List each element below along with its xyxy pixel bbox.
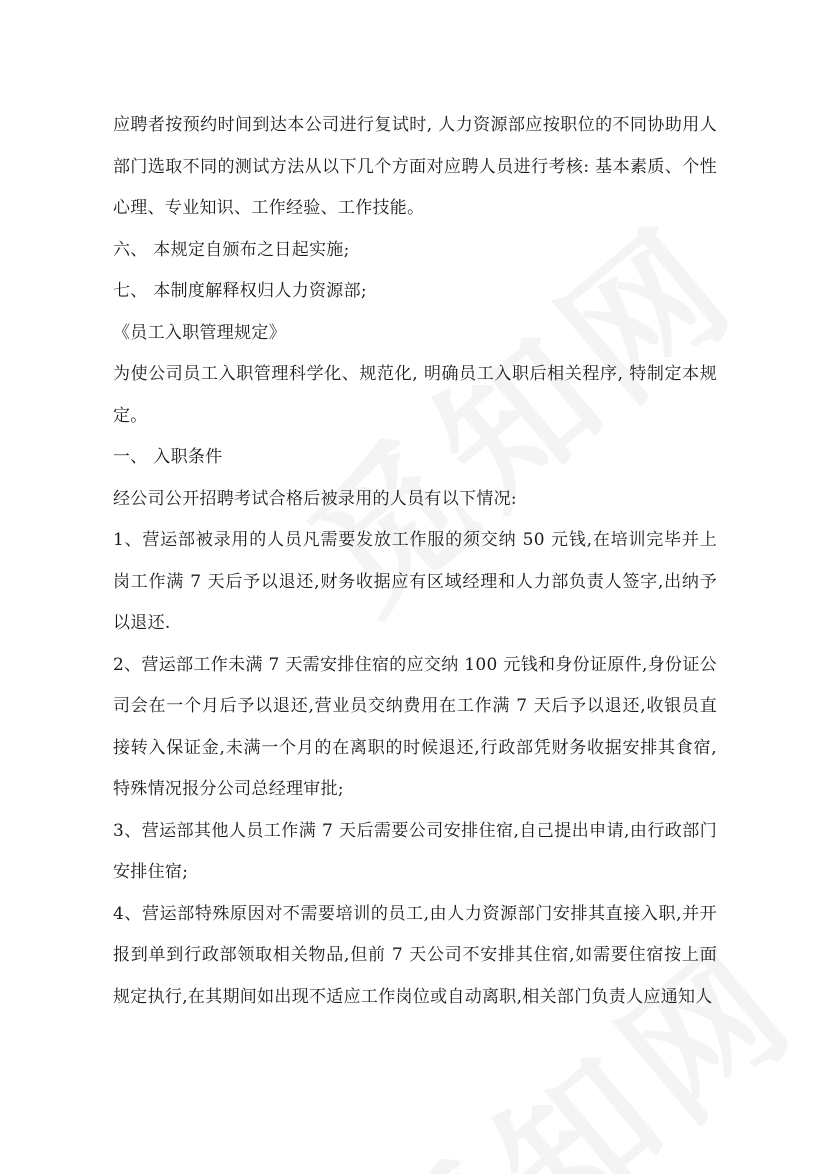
paragraph-clause-seven: 七、 本制度解释权归人力资源部; (113, 281, 367, 301)
list-item-1: 1、营运部被录用的人员凡需要发放工作服的须交纳 50 元钱,在培训完毕并上岗工作满 7 天后予以退还,财务收据应有区域经理和人力部负责人签字,出纳予以退还. (113, 530, 717, 633)
paragraph-purpose: 为使公司员工入职管理科学化、规范化, 明确员工入职后相关程序, 特制定本规定。 (113, 364, 717, 426)
document-body (113, 105, 717, 1018)
paragraph-clause-six: 六、 本规定自颁布之日起实施; (113, 239, 350, 260)
paragraph-retest-assessment: 应聘者按预约时间到达本公司进行复试时, 人力资源部应按职位的不同协助用人部门选取不同的测试方法从以下几个方面对应聘人员进行考核: 基本素质、个性心理、专业知识、工作经验、工作技能。 (113, 115, 717, 218)
list-item-2: 2、营运部工作未满 7 天需安排住宿的应交纳 100 元钱和身份证原件,身份证公司会在一个月后予以退还,营业员交纳费用在工作满 7 天后予以退还,收银员直接转入保证金,未满一个月的在离职的时候退还,行政部凭财务收据安排其食宿,特殊情况报分公司总经理审批; (113, 654, 717, 799)
paragraph-intro: 经公司公开招聘考试合格后被录用的人员有以下情况: (113, 488, 517, 509)
section-heading-entry-conditions: 一、 入职条件 (113, 447, 223, 467)
section-title: 《员工入职管理规定》 (113, 322, 286, 343)
list-item-3: 3、营运部其他人员工作满 7 天后需要公司安排住宿,自己提出申请,由行政部门安排住宿; (113, 820, 717, 882)
list-item-4: 4、营运部特殊原因对不需要培训的员工,由人力资源部门安排其直接入职,并开报到单到行政部领取相关物品,但前 7 天公司不安排其住宿,如需要住宿按上面规定执行,在其期间如出现不适应工作岗位或自动离职,相关部门负责人应通知人 (113, 903, 717, 1007)
